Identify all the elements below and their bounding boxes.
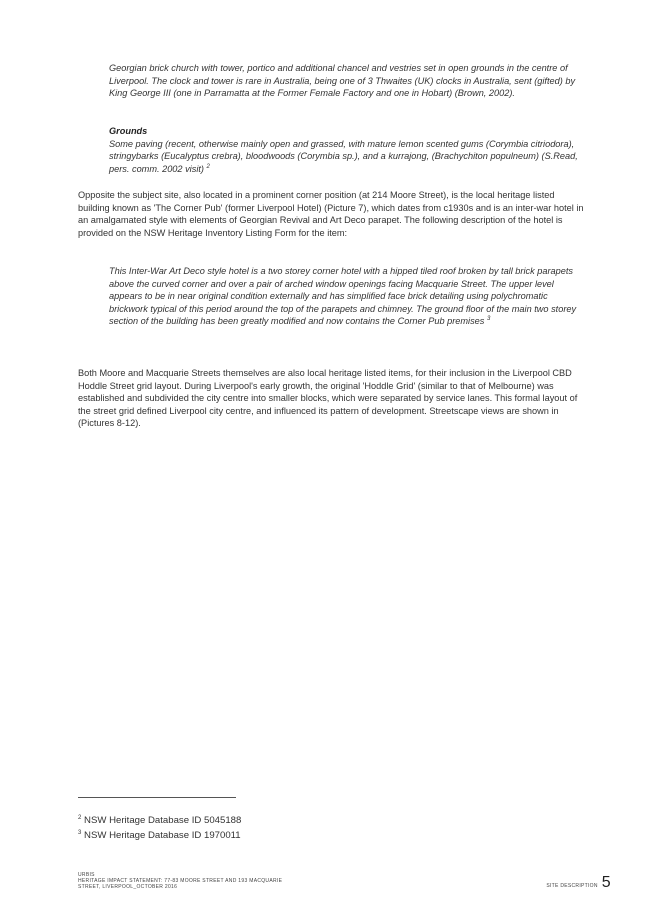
grounds-text-body: Some paving (recent, otherwise mainly open and grassed, with mature lemon scented gums (Corymbia citriodora), stringybarks (Eucalyptus crebra), bloodwoods (Corymbia sp.), and a kurrajong, (Brachychiton populneum) (S.Read, pers. comm. 2002 visit) [109,138,578,174]
footnote-ref-2: 2 [206,163,210,170]
grounds-quote [109,125,583,175]
grounds-text [109,138,583,176]
church-description-text: Georgian brick church with tower, portico and additional chancel and vestries set in open grounds in the centre of Liverpool. The clock and tower is rare in Australia, being one of 3 Thwaites (UK) clocks in Australia, sent (gifted) by King George III (one in Parramatta at the Former Female Factory and one in Hobart) (Brown, 2002). [109,63,576,99]
footer-title-line2: STREET, LIVERPOOL_OCTOBER 2016 [78,884,178,890]
footnote-2-number: 2 [78,814,82,821]
footnote-2-text: NSW Heritage Database ID 5045188 [84,815,242,826]
footnote-2 [78,815,241,826]
footer-document-info [78,872,282,890]
footer-section-name: SITE DESCRIPTION [546,883,598,889]
grounds-heading: Grounds [109,126,148,136]
footer-company: URBIS [78,872,95,878]
footnote-3-number: 3 [78,829,82,836]
page-number: 5 [601,874,611,891]
footnote-divider [78,797,236,798]
streets-paragraph: Both Moore and Macquarie Streets themselves are also local heritage listed items, for their inclusion in the Liverpool CBD Hoddle Street grid layout. During Liverpool's early growth, the original 'Hoddle Grid' (similar to that of Melbourne) was established and subdivided the city centre into smaller blocks, which were separated by service lanes. This formal layout of the street grid defined Liverpool city centre, and influenced its pattern of development. Streetscape views are shown in (Pictures 8-12). [78,368,578,429]
hotel-description-quote [109,265,583,328]
footer-section [546,874,611,892]
church-description-quote [109,62,583,100]
corner-pub-paragraph: Opposite the subject site, also located in a prominent corner position (at 214 Moore Street), is the local heritage listed building known as 'The Corner Pub' (former Liverpool Hotel) (Picture 7), which dates from c1930s and is an inter-war hotel in an amalgamated style with elements of Georgian Revival and Art Deco parapet. The following description of the hotel is provided on the NSW Heritage Inventory Listing Form for the item: [78,190,584,238]
hotel-description-body: This Inter-War Art Deco style hotel is a two storey corner hotel with a hipped tiled roof broken by tall brick parapets above the curved corner and over a pair of arched window openings facing Macquarie Street. The upper level appears to be in near original condition externally and has simplified face brick detailing using polychromatic brickwork typical of this period around the top of the parapets and chimney. The ground floor of the main two storey section of the building has been greatly modified and now contains the Corner Pub premises [109,266,577,327]
footer-title-line1: HERITAGE IMPACT STATEMENT: 77-83 MOORE STREET AND 193 MACQUARIE [78,878,283,884]
footnote-ref-3: 3 [486,316,491,323]
footnote-3-text: NSW Heritage Database ID 1970011 [84,830,241,841]
hotel-description-text [109,265,583,328]
footnote-3 [78,830,241,841]
